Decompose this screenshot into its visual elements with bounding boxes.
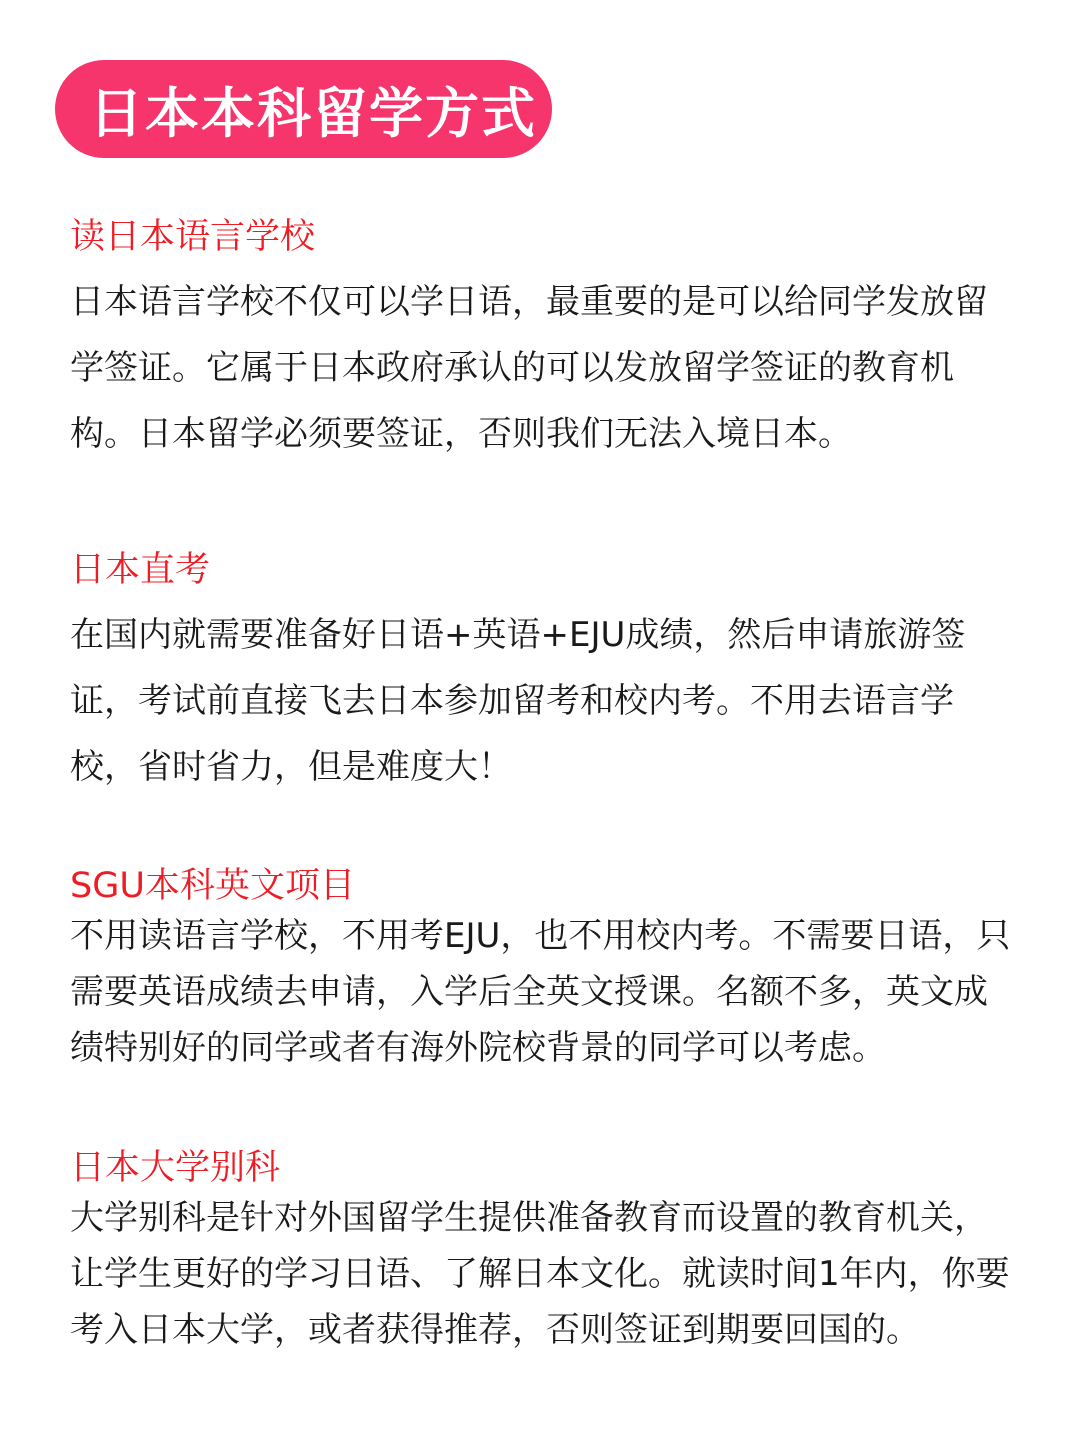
section-sgu-english-program [70, 864, 1030, 1076]
section-body: 在国内就需要准备好日语+英语+EJU成绩，然后申请旅游签 证，考试前直接飞去日本参加留考和校内考。不用去语言学 校，省时省力，但是难度大！ [70, 615, 966, 787]
section-heading: SGU本科英文项目 [70, 866, 355, 906]
section-language-school [70, 215, 1030, 467]
section-body: 日本语言学校不仅可以学日语，最重要的是可以给同学发放留 学签证。它属于日本政府承认的可以发放留学签证的教育机 构。日本留学必须要签证，否则我们无法入境日本。 [70, 282, 988, 454]
title-banner [55, 60, 552, 158]
section-body: 不用读语言学校，不用考EJU，也不用校内考。不需要日语，只 需要英语成绩去申请，入学后全英文授课。名额不多，英文成 绩特别好的同学或者有海外院校背景的同学可以考虑。 [70, 916, 1011, 1068]
section-direct-exam [70, 548, 1030, 800]
page-title: 日本本科留学方式 [89, 81, 537, 145]
section-heading: 日本大学别科 [70, 1148, 281, 1188]
section-heading: 日本直考 [70, 550, 211, 590]
section-university-preparatory [70, 1146, 1030, 1358]
section-heading: 读日本语言学校 [70, 217, 316, 257]
section-body: 大学别科是针对外国留学生提供准备教育而设置的教育机关， 让学生更好的学习日语、了解日本文化。就读时间1年内，你要 考入日本大学，或者获得推荐，否则签证到期要回国的。 [70, 1198, 1010, 1350]
